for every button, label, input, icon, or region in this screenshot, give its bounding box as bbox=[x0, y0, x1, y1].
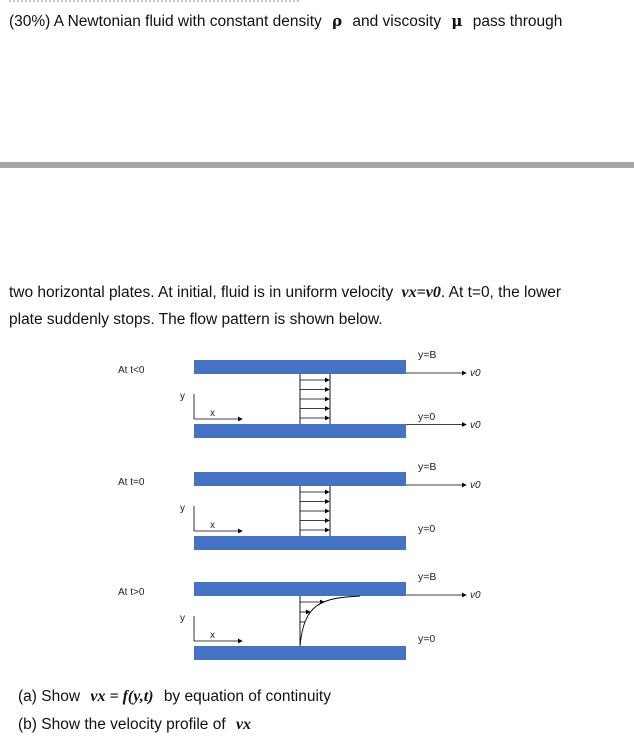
bottom-plate bbox=[194, 424, 406, 438]
y-axis-label: y bbox=[180, 391, 185, 402]
initial-velocity-equation: vx=v0 bbox=[401, 284, 441, 301]
question-a bbox=[18, 688, 331, 706]
top-velocity-label: v0 bbox=[470, 368, 481, 379]
top-plate-label: y=B bbox=[418, 571, 437, 583]
x-axis-label: x bbox=[210, 408, 215, 419]
top-velocity-label: v0 bbox=[470, 590, 481, 601]
time-label: At t>0 bbox=[118, 587, 145, 598]
section-divider bbox=[0, 162, 634, 168]
question-a-equation: vx = f(y,t) bbox=[90, 688, 154, 705]
bottom-plate-label: y=0 bbox=[418, 523, 436, 535]
line2-suffix: . At t=0, the lower bbox=[440, 284, 562, 301]
bottom-plate-label: y=0 bbox=[418, 633, 436, 645]
rho-symbol: ρ bbox=[332, 12, 343, 30]
bottom-plate bbox=[194, 646, 406, 660]
problem-line-3: plate suddenly stops. The flow pattern is shown below. bbox=[9, 311, 383, 328]
x-axis-label: x bbox=[210, 520, 215, 531]
line1-suffix: pass through bbox=[472, 13, 563, 30]
line2-prefix: two horizontal plates. At initial, fluid is in uniform velocity bbox=[9, 284, 394, 301]
top-plate bbox=[194, 582, 406, 596]
time-label: At t<0 bbox=[118, 365, 145, 376]
top-velocity-label: v0 bbox=[470, 480, 481, 491]
time-label: At t=0 bbox=[118, 477, 145, 488]
question-a-prefix: (a) Show bbox=[18, 688, 81, 705]
bottom-velocity-label: v0 bbox=[470, 420, 481, 431]
developing-profile-curve bbox=[300, 596, 360, 646]
x-axis-label: x bbox=[210, 630, 215, 641]
top-plate-label: y=B bbox=[418, 349, 437, 361]
mu-symbol: μ bbox=[451, 12, 463, 30]
bottom-plate bbox=[194, 536, 406, 550]
question-b bbox=[18, 716, 251, 734]
flow-pattern-figure bbox=[0, 335, 634, 675]
cropped-previous-line bbox=[9, 0, 299, 4]
y-axis-label: y bbox=[180, 613, 185, 624]
top-plate bbox=[194, 360, 406, 374]
bottom-plate-label: y=0 bbox=[418, 411, 436, 423]
top-plate-label: y=B bbox=[418, 461, 437, 473]
y-axis-label: y bbox=[180, 503, 185, 514]
problem-line-2 bbox=[9, 284, 561, 302]
line1-middle: and viscosity bbox=[352, 13, 442, 30]
question-b-equation: vx bbox=[235, 716, 252, 733]
line1-prefix: (30%) A Newtonian fluid with constant density bbox=[9, 13, 322, 30]
question-a-suffix: by equation of continuity bbox=[163, 688, 331, 705]
problem-line-1 bbox=[9, 12, 562, 31]
question-b-prefix: (b) Show the velocity profile of bbox=[18, 716, 226, 733]
top-plate bbox=[194, 472, 406, 486]
